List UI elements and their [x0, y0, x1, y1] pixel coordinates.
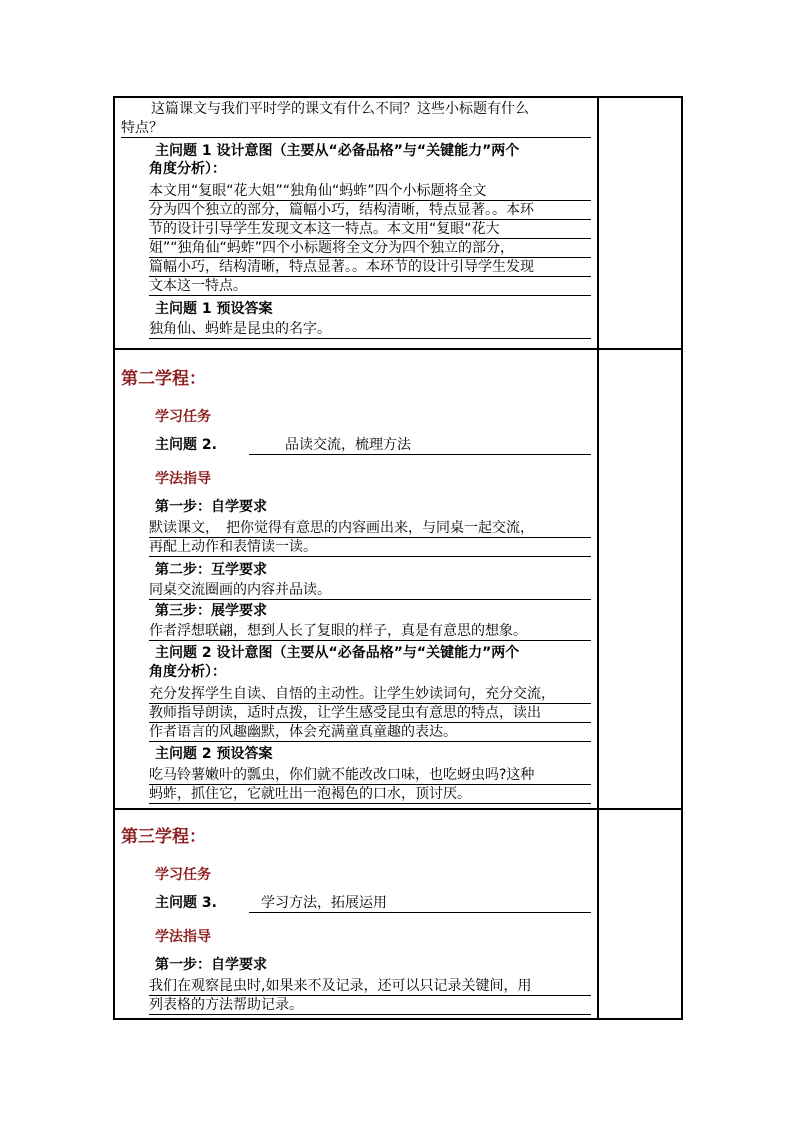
step-text: 列表格的方法帮助记录。 — [149, 996, 591, 1015]
intent-text: 教师指导朗读，适时点拨，让学生感受昆虫有意思的特点，读出 — [149, 704, 591, 723]
section-heading: 第二学程： — [121, 369, 206, 389]
question-label: 主问题 3. — [155, 895, 217, 911]
step-title: 第三步：展学要求 — [155, 603, 267, 619]
answer-text: 蚂蚱，抓住它，它就吐出一泡褐色的口水，顶讨厌。 — [149, 785, 591, 804]
table-row — [114, 349, 682, 809]
intent-title: 主问题 2 设计意图（主要从“必备品格”与“关键能力”两个 — [155, 645, 520, 661]
step-title: 第二步：互学要求 — [155, 562, 267, 578]
step-title: 第一步：自学要求 — [155, 957, 267, 973]
main-question-line — [155, 436, 591, 454]
lesson-plan-table — [113, 96, 683, 1020]
method-label: 学法指导 — [155, 929, 211, 945]
task-label: 学习任务 — [155, 867, 211, 883]
table-row — [114, 97, 682, 349]
intent-text: 篇幅小巧，结构清晰，特点显著。。本环节的设计引导学生发现 — [149, 258, 591, 277]
intent-text: 文本这一特点。 — [149, 277, 591, 296]
question-line: 特点？ — [121, 119, 591, 138]
method-label: 学法指导 — [155, 471, 211, 487]
intent-text: 充分发挥学生自读、自悟的主动性。让学生妙读词句，充分交流， — [149, 685, 591, 704]
section-heading: 第三学程： — [121, 827, 206, 847]
answer-title: 主问题 1 预设答案 — [155, 301, 273, 317]
task-label: 学习任务 — [155, 409, 211, 425]
intent-title: 角度分析）： — [149, 161, 226, 177]
content-cell — [114, 349, 598, 809]
question-label: 主问题 2. — [155, 437, 217, 453]
step-text: 默读课文， 把你觉得有意思的内容画出来，与同桌一起交流， — [149, 519, 591, 538]
step-text: 同桌交流圈画的内容并品读。 — [149, 581, 591, 600]
intent-text: 姐”“独角仙“蚂蚱”四个小标题将全文分为四个独立的部分， — [149, 239, 591, 258]
question-value: 品读交流，梳理方法 — [249, 436, 591, 455]
step-text: 我们在观察昆虫时,如果来不及记录，还可以只记录关键间，用 — [149, 977, 591, 996]
main-question-line — [155, 894, 591, 912]
lesson-plan-sheet — [113, 96, 681, 1020]
step-text: 再配上动作和表情读一读。 — [149, 538, 591, 557]
intent-text: 本文用“复眼“花大姐”“独角仙“蚂蚱”四个小标题将全文 — [149, 182, 591, 201]
table-row — [114, 809, 682, 1019]
answer-text: 吃马铃薯嫩叶的瓢虫，你们就不能改改口味，也吃蚜虫吗?这种 — [149, 766, 591, 785]
notes-cell — [598, 97, 682, 349]
step-text: 作者浮想联翩，想到人长了复眼的样子，真是有意思的想象。 — [149, 622, 591, 641]
content-cell — [114, 809, 598, 1019]
step-title: 第一步：自学要求 — [155, 499, 267, 515]
intent-title: 角度分析）： — [149, 664, 226, 680]
question-line: 这篇课文与我们平时学的课文有什么不同？这些小标题有什么 — [151, 101, 529, 117]
intent-text: 节的设计引导学生发现文本这一特点。本文用“复眼“花大 — [149, 220, 591, 239]
intent-text: 作者语言的风趣幽默，体会充满童真童趣的表达。 — [149, 723, 591, 742]
question-value: 学习方法，拓展运用 — [249, 894, 591, 913]
answer-title: 主问题 2 预设答案 — [155, 746, 273, 762]
intent-text: 分为四个独立的部分，篇幅小巧，结构清晰，特点显著。。本环 — [149, 201, 591, 220]
answer-text: 独角仙、蚂蚱是昆虫的名字。 — [149, 320, 591, 339]
notes-cell — [598, 809, 682, 1019]
notes-cell — [598, 349, 682, 809]
intent-title: 主问题 1 设计意图（主要从“必备品格”与“关键能力”两个 — [155, 143, 520, 159]
content-cell — [114, 97, 598, 349]
